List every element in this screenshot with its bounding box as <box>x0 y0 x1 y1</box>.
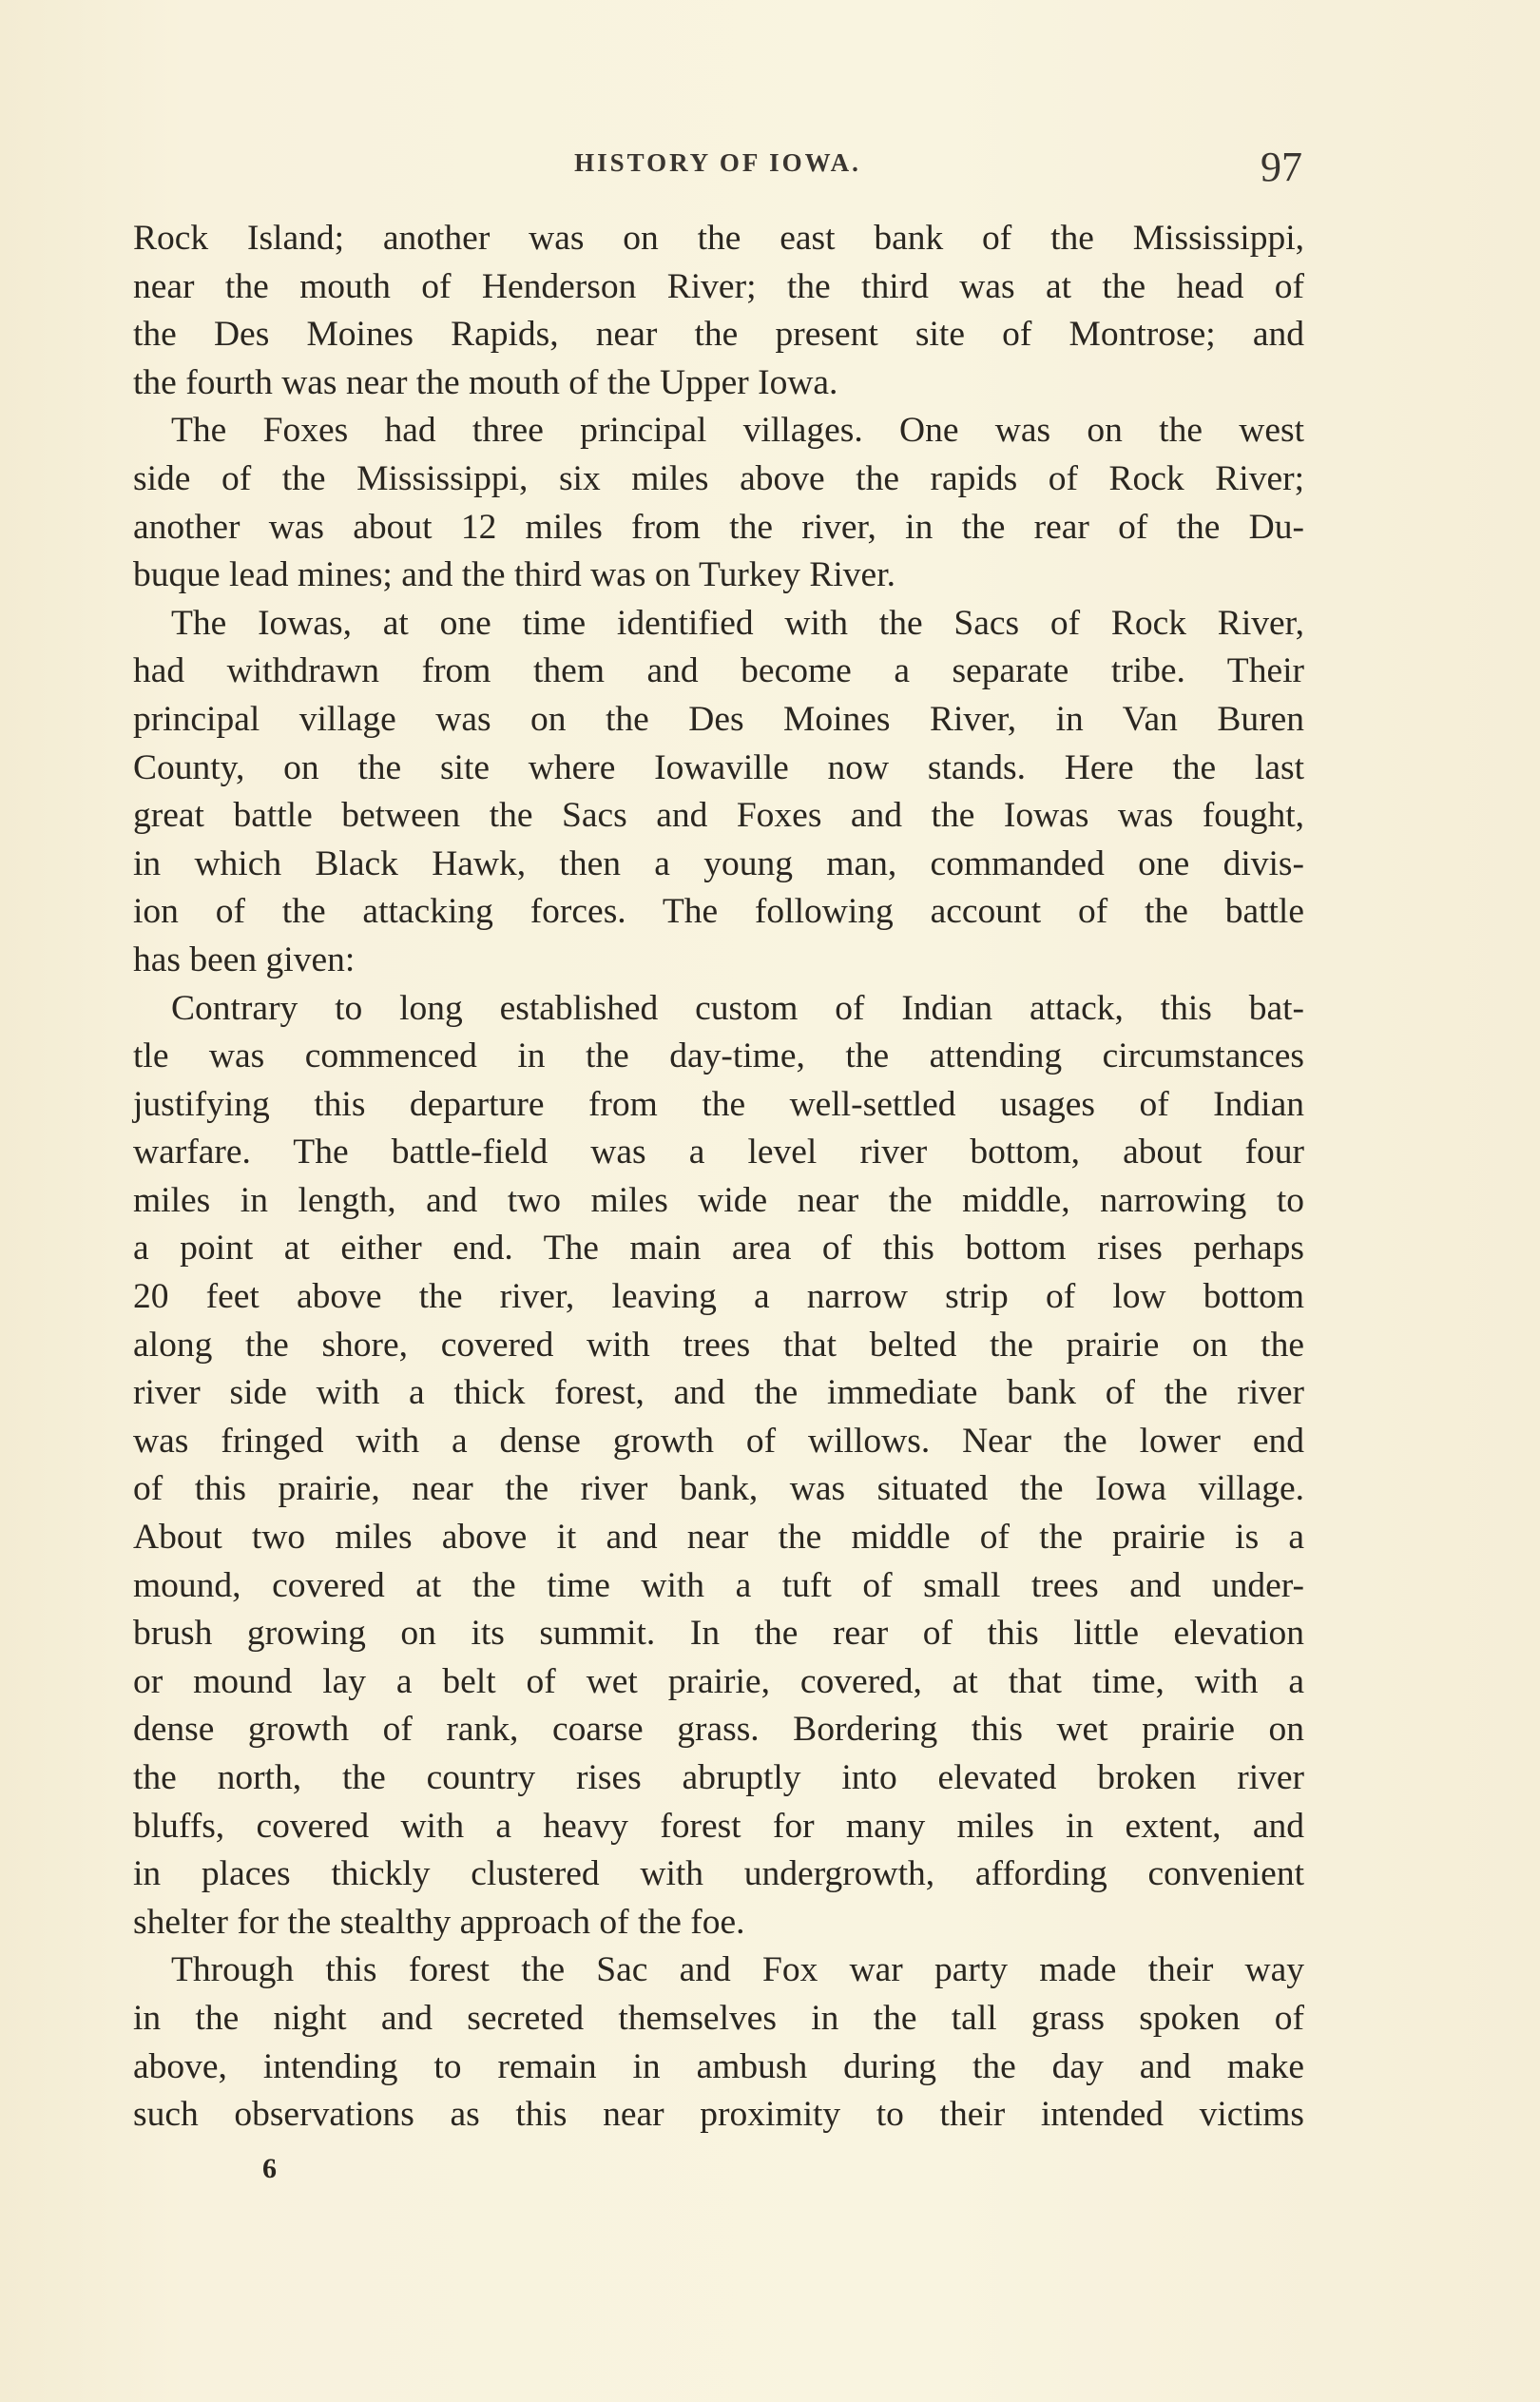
text-line: or mound lay a belt of wet prairie, covered, at that time, with a <box>133 1661 1304 1701</box>
paragraph-start-line: Contrary to long established custom of Indian attack, this bat- <box>171 988 1304 1028</box>
text-line: shelter for the stealthy approach of the foe. <box>133 1902 745 1942</box>
text-line: near the mouth of Henderson River; the third was at the head of <box>133 266 1304 306</box>
signature-mark: 6 <box>262 2153 277 2184</box>
text-line: buque lead mines; and the third was on Turkey River. <box>133 555 895 595</box>
text-line: tle was commenced in the day-time, the attending circumstances <box>133 1036 1304 1076</box>
text-line: About two miles above it and near the middle of the prairie is a <box>133 1518 1304 1558</box>
text-line: was fringed with a dense growth of willows. Near the lower end <box>133 1421 1304 1461</box>
running-head <box>133 143 1302 200</box>
text-line: along the shore, covered with trees that belted the prairie on the <box>133 1325 1304 1365</box>
text-line: another was about 12 miles from the river, in the rear of the Du- <box>133 507 1304 547</box>
text-line: has been given: <box>133 939 356 979</box>
text-line: dense growth of rank, coarse grass. Bordering this wet prairie on <box>133 1710 1304 1750</box>
text-line: ion of the attacking forces. The following account of the battle <box>133 892 1304 932</box>
text-line: the north, the country rises abruptly into elevated broken river <box>133 1758 1304 1797</box>
text-line: 20 feet above the river, leaving a narrow strip of low bottom <box>133 1277 1304 1317</box>
text-line: brush growing on its summit. In the rear of this little elevation <box>133 1614 1304 1654</box>
text-line: justifying this departure from the well-settled usages of Indian <box>133 1084 1304 1124</box>
text-line: above, intending to remain in ambush during the day and make <box>133 2046 1304 2086</box>
text-line: in the night and secreted themselves in the tall grass spoken of <box>133 1998 1304 2038</box>
text-line: in places thickly clustered with undergrowth, affording convenient <box>133 1854 1304 1894</box>
page-number: 97 <box>1261 144 1302 190</box>
text-line: such observations as this near proximity to their intended victims <box>133 2095 1304 2135</box>
text-line: Rock Island; another was on the east bank of the Mississippi, <box>133 219 1304 258</box>
paragraph-start-line: The Iowas, at one time identified with the Sacs of Rock River, <box>171 603 1304 643</box>
text-line: in which Black Hawk, then a young man, commanded one divis- <box>133 843 1304 883</box>
running-title: HISTORY OF IOWA. <box>574 148 861 177</box>
text-line: side of the Mississippi, six miles above the rapids of Rock River; <box>133 458 1304 498</box>
text-line: of this prairie, near the river bank, was situated the Iowa village. <box>133 1469 1304 1509</box>
text-line: a point at either end. The main area of this bottom rises perhaps <box>133 1229 1304 1269</box>
text-line: miles in length, and two miles wide near the middle, narrowing to <box>133 1180 1304 1220</box>
text-line: principal village was on the Des Moines River, in Van Buren <box>133 699 1304 739</box>
text-line: river side with a thick forest, and the immediate bank of the river <box>133 1373 1304 1413</box>
text-line: great battle between the Sacs and Foxes and the Iowas was fought, <box>133 796 1304 836</box>
body-text <box>133 215 1304 2140</box>
paragraph-start-line: The Foxes had three principal villages. One was on the west <box>171 411 1304 451</box>
text-line: the fourth was near the mouth of the Upper Iowa. <box>133 362 838 402</box>
text-line: mound, covered at the time with a tuft of small trees and under- <box>133 1565 1304 1605</box>
paragraph-start-line: Through this forest the Sac and Fox war party made their way <box>171 1950 1304 1990</box>
text-line: had withdrawn from them and become a separate tribe. Their <box>133 651 1304 691</box>
text-line: warfare. The battle-field was a level river bottom, about four <box>133 1133 1304 1172</box>
text-line: the Des Moines Rapids, near the present site of Montrose; and <box>133 315 1304 355</box>
text-line: County, on the site where Iowaville now stands. Here the last <box>133 747 1304 787</box>
text-line: bluffs, covered with a heavy forest for many miles in extent, and <box>133 1806 1304 1846</box>
